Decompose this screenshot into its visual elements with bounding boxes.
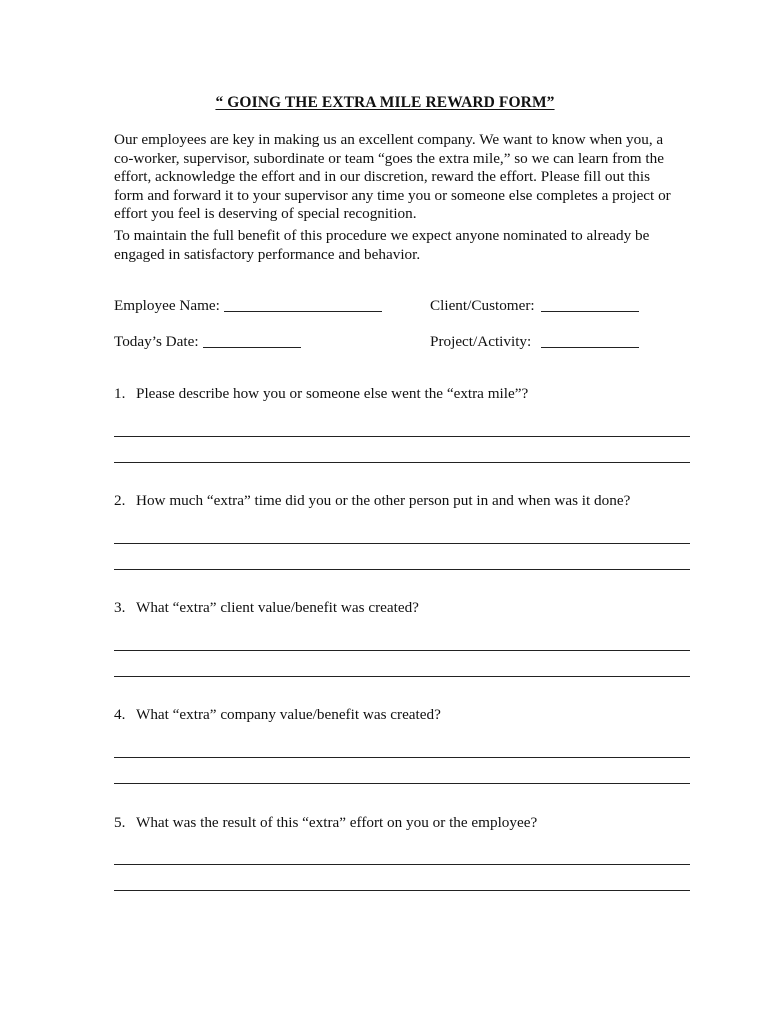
employee-name-input[interactable] (224, 297, 382, 312)
question-number: 5. (114, 814, 126, 831)
question-text: How much “extra” time did you or the other person put in and when was it done? (136, 492, 631, 509)
answer-line[interactable] (114, 890, 690, 891)
client-customer-input[interactable] (541, 297, 639, 312)
question-3 (114, 599, 690, 617)
question-number: 3. (114, 599, 126, 616)
question-4 (114, 706, 690, 724)
question-text: What “extra” company value/benefit was created? (136, 706, 441, 723)
client-customer-label: Client/Customer: (430, 297, 535, 314)
question-5 (114, 814, 690, 832)
project-activity-label: Project/Activity: (430, 333, 532, 350)
question-text: What was the result of this “extra” effort on you or the employee? (136, 814, 538, 831)
todays-date-field (114, 331, 301, 351)
employee-name-label: Employee Name: (114, 297, 220, 314)
answer-line[interactable] (114, 676, 690, 677)
question-1 (114, 385, 690, 403)
form-title: “ GOING THE EXTRA MILE REWARD FORM” (215, 94, 555, 111)
answer-line[interactable] (114, 757, 690, 758)
benefit-paragraph: To maintain the full benefit of this procedure we expect anyone nominated to already be engaged in satisfactory performance and behavior. (114, 227, 650, 263)
answer-line[interactable] (114, 864, 690, 865)
question-number: 2. (114, 492, 126, 509)
project-activity-field (430, 331, 639, 351)
project-activity-input[interactable] (541, 333, 639, 348)
intro-paragraph: Our employees are key in making us an excellent company. We want to know when you, a co-worker, supervisor, subordinate or team “goes the extra mile,” so we can learn from the effort, acknowledge the effort and in our discretion, reward the effort. Please fill out this form and forward it to your supervisor any time you or someone else completes a project or effort you feel is deserving of special recognition. (114, 131, 671, 222)
todays-date-label: Today’s Date: (114, 333, 199, 350)
question-text: Please describe how you or someone else went the “extra mile”? (136, 385, 529, 402)
todays-date-input[interactable] (203, 333, 301, 348)
answer-line[interactable] (114, 650, 690, 651)
client-customer-field (430, 295, 639, 315)
answer-line[interactable] (114, 436, 690, 437)
question-text: What “extra” client value/benefit was created? (136, 599, 419, 616)
answer-line[interactable] (114, 783, 690, 784)
employee-name-field (114, 295, 382, 315)
question-2 (114, 492, 690, 510)
answer-line[interactable] (114, 543, 690, 544)
answer-line[interactable] (114, 569, 690, 570)
question-number: 4. (114, 706, 126, 723)
question-number: 1. (114, 385, 126, 402)
answer-line[interactable] (114, 462, 690, 463)
